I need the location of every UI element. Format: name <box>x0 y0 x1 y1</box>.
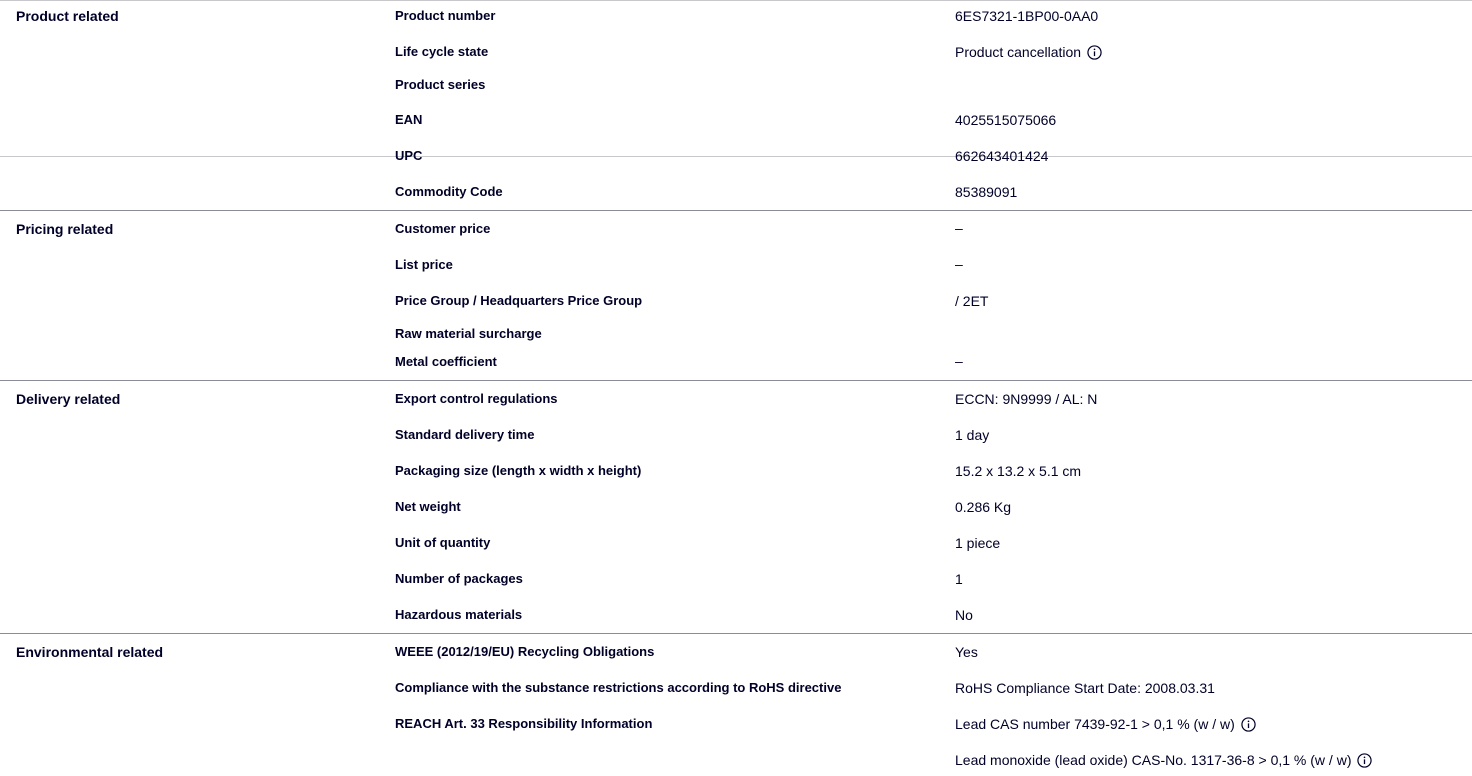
section-title-product-related: Product related <box>16 8 119 24</box>
info-circle-icon[interactable] <box>1087 45 1102 60</box>
info-circle-icon[interactable] <box>1357 753 1372 768</box>
value-product-number <box>955 7 1098 25</box>
row-divider-upc <box>0 156 1472 157</box>
value-export-control-text: ECCN: 9N9999 / AL: N <box>955 391 1098 407</box>
label-net-weight: Net weight <box>395 499 461 514</box>
label-customer-price: Customer price <box>395 221 491 236</box>
value-reach-lead-monoxide <box>955 751 1372 769</box>
value-weee <box>955 643 978 661</box>
top-divider <box>0 0 1472 1</box>
section-divider-environmental <box>0 633 1472 634</box>
value-upc <box>955 147 1048 165</box>
value-reach-lead <box>955 715 1256 733</box>
label-standard-delivery-time: Standard delivery time <box>395 427 535 442</box>
label-product-series: Product series <box>395 77 486 92</box>
value-commodity-code <box>955 183 1017 201</box>
value-unit-of-quantity <box>955 534 1000 552</box>
section-title-environmental-related: Environmental related <box>16 644 164 660</box>
value-reach-lead-monoxide-text: Lead monoxide (lead oxide) CAS-No. 1317-36-8 > 0,1 % (w / w) <box>955 752 1352 768</box>
label-product-number: Product number <box>395 8 496 23</box>
value-list-price <box>955 255 963 273</box>
label-ean: EAN <box>395 112 423 127</box>
value-life-cycle-state-text: Product cancellation <box>955 44 1082 60</box>
value-price-group-text: / 2ET <box>955 293 989 309</box>
label-life-cycle-state: Life cycle state <box>395 44 489 59</box>
value-metal-coefficient-text: – <box>955 353 963 369</box>
label-export-control: Export control regulations <box>395 391 558 406</box>
value-rohs-compliance-text: RoHS Compliance Start Date: 2008.03.31 <box>955 680 1215 696</box>
value-export-control <box>955 390 1097 408</box>
label-upc: UPC <box>395 148 423 163</box>
value-net-weight-text: 0.286 Kg <box>955 499 1012 515</box>
label-price-group: Price Group / Headquarters Price Group <box>395 293 643 308</box>
info-circle-icon[interactable] <box>1241 717 1256 732</box>
section-title-pricing-related: Pricing related <box>16 221 114 237</box>
value-upc-text: 662643401424 <box>955 148 1049 164</box>
value-life-cycle-state <box>955 43 1102 61</box>
value-customer-price-text: – <box>955 220 963 236</box>
value-standard-delivery-time <box>955 426 989 444</box>
value-hazardous-materials <box>955 606 973 624</box>
label-hazardous-materials: Hazardous materials <box>395 607 523 622</box>
value-commodity-code-text: 85389091 <box>955 184 1018 200</box>
value-product-number-text: 6ES7321-1BP00-0AA0 <box>955 8 1099 24</box>
label-weee: WEEE (2012/19/EU) Recycling Obligations <box>395 644 655 659</box>
label-list-price: List price <box>395 257 453 272</box>
label-raw-material-surcharge: Raw material surcharge <box>395 326 542 341</box>
label-number-of-packages: Number of packages <box>395 571 523 586</box>
label-rohs-compliance: Compliance with the substance restrictions according to RoHS directive <box>395 680 842 695</box>
value-reach-lead-text: Lead CAS number 7439-92-1 > 0,1 % (w / w) <box>955 716 1235 732</box>
section-divider-pricing <box>0 210 1472 211</box>
value-number-of-packages-text: 1 <box>955 571 963 587</box>
value-net-weight <box>955 498 1011 516</box>
label-packaging-size: Packaging size (length x width x height) <box>395 463 642 478</box>
value-hazardous-materials-text: No <box>955 607 973 623</box>
label-metal-coefficient: Metal coefficient <box>395 354 497 369</box>
value-ean-text: 4025515075066 <box>955 112 1057 128</box>
value-metal-coefficient <box>955 352 963 370</box>
value-price-group <box>955 292 988 310</box>
section-title-delivery-related: Delivery related <box>16 391 121 407</box>
value-number-of-packages <box>955 570 963 588</box>
value-unit-of-quantity-text: 1 piece <box>955 535 1001 551</box>
value-customer-price <box>955 219 963 237</box>
label-reach-art33: REACH Art. 33 Responsibility Information <box>395 716 653 731</box>
value-ean <box>955 111 1056 129</box>
section-divider-delivery <box>0 380 1472 381</box>
label-commodity-code: Commodity Code <box>395 184 503 199</box>
value-rohs-compliance <box>955 679 1215 697</box>
value-standard-delivery-time-text: 1 day <box>955 427 990 443</box>
value-weee-text: Yes <box>955 644 978 660</box>
value-packaging-size-text: 15.2 x 13.2 x 5.1 cm <box>955 463 1082 479</box>
value-list-price-text: – <box>955 256 963 272</box>
label-unit-of-quantity: Unit of quantity <box>395 535 491 550</box>
value-packaging-size <box>955 462 1081 480</box>
